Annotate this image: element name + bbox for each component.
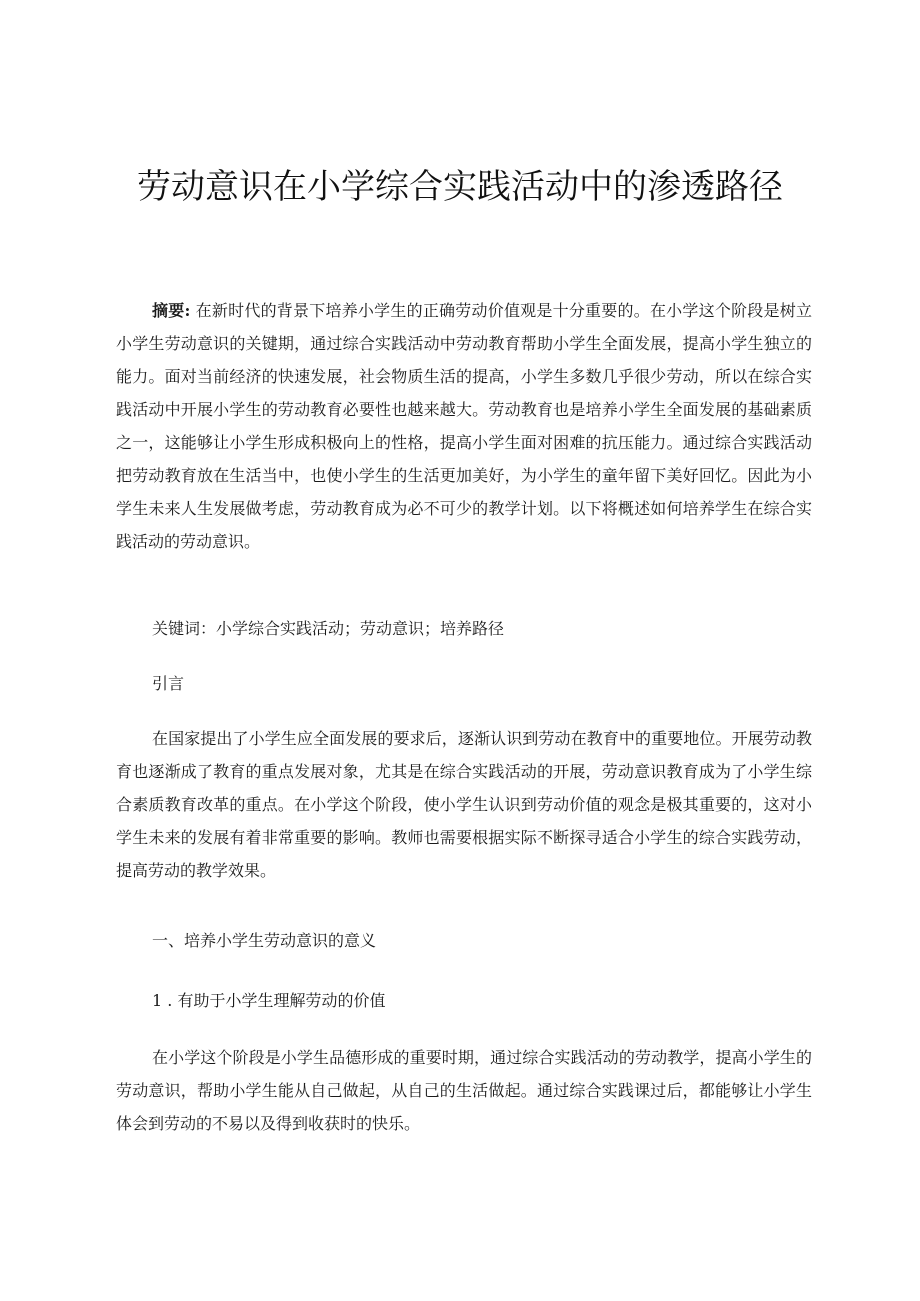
abstract-text: 在新时代的背景下培养小学生的正确劳动价值观是十分重要的。在小学这个阶段是树立小学生劳动意识的关键期，通过综合实践活动中劳动教育帮助小学生全面发展，提高小学生独立的能力。面对当前经济的快速发展，社会物质生活的提高，小学生多数几乎很少劳动，所以在综合实践活动中开展小学生的劳动教育必要性也越来越大。劳动教育也是培养小学生全面发展的基础素质之一，这能够让小学生形成积极向上的性格，提高小学生面对困难的抗压能力。通过综合实践活动把劳动教育放在生活当中，也使小学生的生活更加美好，为小学生的童年留下美好回忆。因此为小学生未来人生发展做考虑，劳动教育成为必不可少的教学计划。以下将概述如何培养学生在综合实践活动的劳动意识。 (116, 301, 812, 551)
intro-paragraph: 在国家提出了小学生应全面发展的要求后，逐渐认识到劳动在教育中的重要地位。开展劳动教育也逐渐成了教育的重点发展对象，尤其是在综合实践活动的开展，劳动意识教育成为了小学生综合素质教育改革的重点。在小学这个阶段，使小学生认识到劳动价值的观念是极其重要的，这对小学生未来的发展有着非常重要的影响。教师也需要根据实际不断探寻适合小学生的综合实践劳动，提高劳动的教学效果。 (116, 729, 812, 880)
abstract-paragraph (116, 294, 812, 558)
subsection-heading: 1 . 有助于小学生理解劳动的价值 (152, 991, 386, 1010)
abstract-label: 摘要: (152, 301, 191, 320)
intro-heading: 引言 (152, 674, 185, 693)
subsection-paragraph: 在小学这个阶段是小学生品德形成的重要时期，通过综合实践活动的劳动教学，提高小学生的劳动意识，帮助小学生能从自己做起，从自己的生活做起。通过综合实践课过后，都能够让小学生体会到劳动的不易以及得到收获时的快乐。 (116, 1048, 812, 1133)
document-title: 劳动意识在小学综合实践活动中的渗透路径 (137, 167, 783, 207)
section-heading: 一、培养小学生劳动意识的意义 (152, 931, 377, 950)
keywords-line: 关键词：小学综合实践活动；劳动意识；培养路径 (152, 619, 505, 638)
